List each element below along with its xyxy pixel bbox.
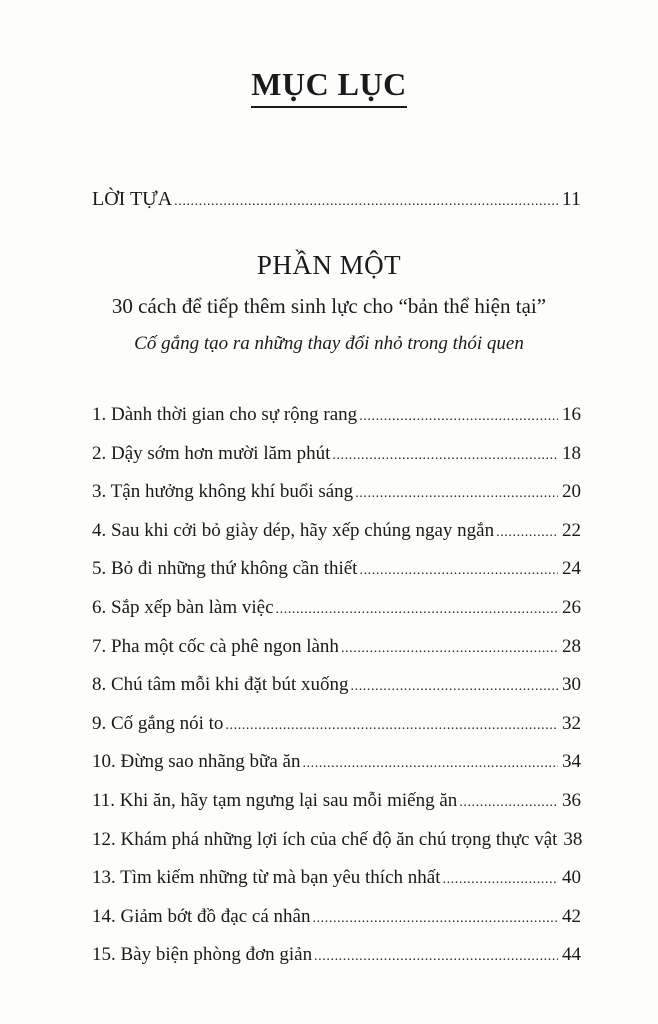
toc-entry-label: 6. Sắp xếp bàn làm việc <box>92 596 274 618</box>
toc-dot-leader <box>225 713 558 739</box>
toc-entry-label: 14. Giảm bớt đồ đạc cá nhân <box>92 905 311 927</box>
part-subtitle: 30 cách để tiếp thêm sinh lực cho “bản thể hiện tại” <box>111 294 547 318</box>
toc-entry-5[interactable] <box>92 556 581 582</box>
toc-page-number: 36 <box>562 789 581 811</box>
toc-page-number: 44 <box>562 944 581 966</box>
toc-dot-leader <box>312 906 558 932</box>
toc-entry-label: 2. Dậy sớm hơn mười lăm phút <box>92 442 331 464</box>
toc-entry-list <box>92 402 581 981</box>
toc-dot-leader <box>314 944 558 970</box>
toc-entry-13[interactable] <box>92 865 581 891</box>
toc-page-number: 26 <box>562 596 581 618</box>
toc-dot-leader <box>442 867 558 893</box>
toc-entry-9[interactable] <box>92 711 581 737</box>
toc-entry-4[interactable] <box>92 518 581 544</box>
toc-dot-leader <box>332 443 558 469</box>
toc-entry-8[interactable] <box>92 672 581 698</box>
toc-page-number: 38 <box>563 828 583 850</box>
toc-entry-12[interactable] <box>92 827 581 853</box>
toc-page-number: 11 <box>561 188 581 210</box>
part-tagline: Cố gắng tạo ra những thay đổi nhỏ trong thói quen <box>134 333 524 354</box>
page-title <box>0 66 658 108</box>
toc-dot-leader <box>459 790 558 816</box>
toc-entry-15[interactable] <box>92 942 581 968</box>
toc-entry-label: 15. Bày biện phòng đơn giản <box>92 944 313 966</box>
toc-page-number: 20 <box>562 481 581 503</box>
toc-entry-label: 7. Pha một cốc cà phê ngon lành <box>92 635 339 657</box>
part-heading: PHẦN MỘT <box>256 250 402 280</box>
toc-entry-label: 11. Khi ăn, hãy tạm ngưng lại sau mỗi miếng ăn <box>92 789 458 811</box>
toc-entry-label: 12. Khám phá những lợi ích của chế độ ăn chú trọng thực vật <box>92 828 558 850</box>
toc-dot-leader <box>341 636 558 662</box>
toc-entry-1[interactable] <box>92 402 581 428</box>
toc-dot-leader <box>276 597 558 623</box>
toc-dot-leader <box>496 520 558 546</box>
toc-entry-label: LỜI TỰA <box>92 188 173 210</box>
toc-entry-14[interactable] <box>92 904 581 930</box>
toc-entry-label: 3. Tận hưởng không khí buổi sáng <box>92 481 354 503</box>
toc-dot-leader <box>351 674 559 700</box>
toc-page-number: 28 <box>562 635 581 657</box>
toc-page-number: 32 <box>562 712 581 734</box>
toc-dot-leader <box>302 751 558 777</box>
toc-page-number: 24 <box>562 558 581 580</box>
toc-entry-label: 4. Sau khi cởi bỏ giày dép, hãy xếp chúng ngay ngắn <box>92 519 495 541</box>
toc-entry-7[interactable] <box>92 634 581 660</box>
toc-entry-10[interactable] <box>92 749 581 775</box>
toc-entry-label: 5. Bỏ đi những thứ không cần thiết <box>92 558 358 580</box>
toc-entry-2[interactable] <box>92 441 581 467</box>
toc-dot-leader <box>174 189 558 215</box>
toc-page-number: 34 <box>562 751 581 773</box>
page-title-text: MỤC LỤC <box>251 66 406 108</box>
toc-entry-11[interactable] <box>92 788 581 814</box>
toc-entry-6[interactable] <box>92 595 581 621</box>
toc-entry-3[interactable] <box>92 479 581 505</box>
toc-page-number: 40 <box>562 867 581 889</box>
toc-entry-label: 9. Cố gắng nói to <box>92 712 224 734</box>
toc-entry-preface[interactable] <box>92 186 581 215</box>
toc-page-number: 18 <box>562 442 581 464</box>
toc-page-number: 16 <box>562 404 581 425</box>
toc-page-number: 42 <box>562 905 581 927</box>
toc-dot-leader <box>355 481 558 507</box>
toc-dot-leader <box>359 558 558 584</box>
toc-entry-label: 10. Đừng sao nhãng bữa ăn <box>92 751 301 773</box>
toc-entry-label: 1. Dành thời gian cho sự rộng rang <box>92 404 358 425</box>
toc-entry-label: 13. Tìm kiếm những từ mà bạn yêu thích nhất <box>92 867 441 889</box>
toc-page-number: 30 <box>562 674 581 696</box>
toc-page-number: 22 <box>562 519 581 541</box>
toc-dot-leader <box>359 404 558 430</box>
toc-entry-label: 8. Chú tâm mỗi khi đặt bút xuống <box>92 674 349 696</box>
